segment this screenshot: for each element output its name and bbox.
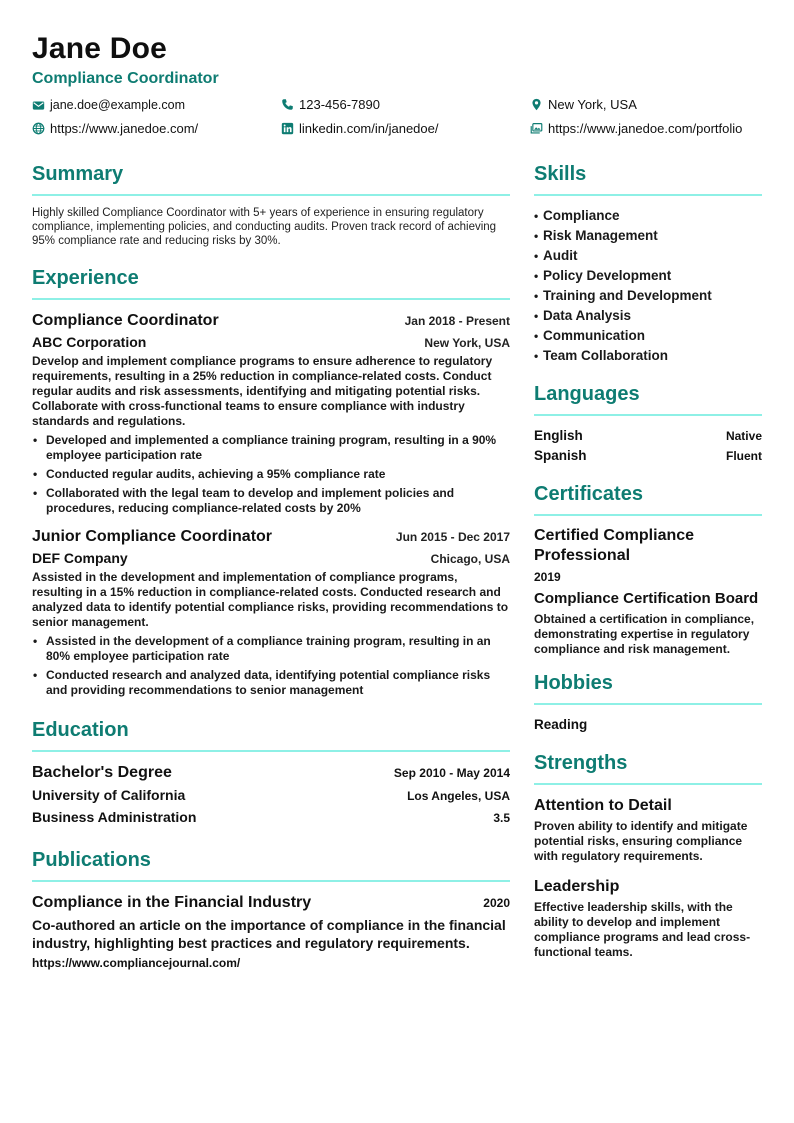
left-column — [32, 160, 510, 970]
language-level: Fluent — [726, 449, 762, 463]
section-divider — [32, 750, 510, 752]
strength-title: Leadership — [534, 878, 620, 895]
achievement-item: • Assisted in the development of a compliance training program, resulting in an 80% employee participation rate — [46, 634, 510, 664]
achievement-item: • Conducted research and analyzed data, identifying potential compliance risks and providing recommendations to senior management — [46, 668, 510, 698]
skill-item: • Risk Management — [543, 226, 762, 246]
publications-heading: Publications — [32, 849, 151, 871]
skill-item: • Data Analysis — [543, 306, 762, 326]
strength-description: Proven ability to identify and mitigate potential risks, ensuring compliance with regulatory requirements. — [534, 819, 748, 863]
strength-title: Attention to Detail — [534, 797, 672, 814]
skill-item: • Policy Development — [543, 266, 762, 286]
summary-text: Highly skilled Compliance Coordinator with 5+ years of experience in ensuring regulatory compliance, implementing policies, and conducting audits. Proven track record of achieving 95% compliance rate and reducing risks by 30%. — [32, 207, 497, 247]
strengths-heading: Strengths — [534, 752, 628, 774]
education-location: Los Angeles, USA — [407, 789, 510, 803]
job-entry — [32, 310, 510, 516]
job-entry — [32, 526, 510, 698]
candidate-name: Jane Doe — [32, 32, 167, 65]
contact-website[interactable] — [32, 121, 198, 136]
contact-linkedin[interactable] — [281, 121, 438, 136]
website-text: https://www.janedoe.com/ — [50, 121, 199, 136]
publication-year: 2020 — [483, 896, 510, 910]
certificate-issuer: Compliance Certification Board — [534, 590, 759, 607]
language-name: English — [534, 428, 583, 443]
location-text: New York, USA — [548, 97, 637, 112]
skill-item: • Team Collaboration — [543, 346, 762, 366]
section-divider — [534, 194, 762, 196]
achievement-item: • Collaborated with the legal team to develop and implement policies and procedures, reducing compliance-related costs by 20% — [46, 486, 510, 516]
portfolio-text: https://www.janedoe.com/portfolio — [548, 121, 743, 136]
job-achievements — [32, 634, 510, 698]
publications-section — [32, 846, 510, 970]
section-divider — [534, 703, 762, 705]
email-icon — [32, 99, 45, 112]
email-text: jane.doe@example.com — [50, 98, 185, 112]
strengths-section — [534, 749, 762, 960]
language-row — [534, 446, 762, 466]
linkedin-icon — [281, 122, 294, 135]
language-row — [534, 426, 762, 446]
summary-section — [32, 160, 510, 248]
skill-item: • Communication — [543, 326, 762, 346]
summary-heading: Summary — [32, 163, 124, 185]
section-divider — [32, 298, 510, 300]
right-column — [534, 160, 762, 972]
skill-item: • Audit — [543, 246, 762, 266]
languages-heading: Languages — [534, 383, 640, 405]
achievement-item: • Developed and implemented a compliance training program, resulting in a 90% employee participation rate — [46, 433, 510, 463]
job-title: Junior Compliance Coordinator — [32, 528, 273, 545]
job-description: Develop and implement compliance programs to ensure adherence to regulatory requirements, resulting in a 25% reduction in compliance-related costs. Conduct regular audits and risk assessments, identifying and mitigating potential risks. Collaborate with cross-functional teams to ensure compliance with industry standards and regulations. — [32, 354, 493, 428]
certificates-heading: Certificates — [534, 483, 643, 505]
experience-section — [32, 264, 510, 698]
section-divider — [32, 194, 510, 196]
phone-icon — [281, 98, 294, 111]
skills-list — [534, 206, 762, 366]
language-level: Native — [725, 429, 762, 443]
certificates-section — [534, 480, 762, 657]
education-gpa: 3.5 — [493, 811, 510, 825]
publication-link[interactable]: https://www.compliancejournal.com/ — [32, 956, 241, 970]
achievement-item: • Conducted regular audits, achieving a 95% compliance rate — [46, 467, 510, 482]
job-company: ABC Corporation — [32, 334, 147, 350]
job-description: Assisted in the development and implementation of compliance programs, resulting in a 15% reduction in compliance-related costs. Conducted research and analyzed data to identify potential compliance risks, providing recommendations to senior management. — [32, 570, 509, 629]
publication-description: Co-authored an article on the importance of compliance in the financial industry, highlighting best practices and regulatory requirements. — [32, 917, 506, 951]
candidate-title: Compliance Coordinator — [32, 70, 219, 87]
education-degree: Bachelor's Degree — [32, 764, 172, 781]
job-location: New York, USA — [424, 336, 510, 350]
skills-section — [534, 160, 762, 366]
language-name: Spanish — [534, 448, 587, 463]
job-achievements — [32, 433, 510, 516]
certificate-name: Certified Compliance Professional — [534, 527, 695, 564]
hobbies-section — [534, 669, 762, 735]
education-date: Sep 2010 - May 2014 — [393, 766, 510, 780]
contact-phone[interactable] — [281, 97, 380, 112]
certificate-year: 2019 — [534, 570, 561, 584]
publication-title: Compliance in the Financial Industry — [32, 894, 312, 911]
globe-icon — [32, 122, 45, 135]
phone-text: 123-456-7890 — [299, 97, 380, 112]
contact-portfolio[interactable] — [530, 121, 742, 136]
skill-item: • Compliance — [543, 206, 762, 226]
location-pin-icon — [530, 98, 543, 111]
contact-location — [530, 97, 637, 112]
hobby-item: Reading — [534, 717, 588, 732]
job-date: Jan 2018 - Present — [404, 314, 510, 328]
strength-description: Effective leadership skills, with the ability to develop and implement compliance programs and lead cross-functional teams. — [534, 900, 751, 959]
job-location: Chicago, USA — [430, 552, 510, 566]
section-divider — [32, 880, 510, 882]
section-divider — [534, 514, 762, 516]
skills-heading: Skills — [534, 163, 587, 185]
job-title: Compliance Coordinator — [32, 312, 219, 329]
section-divider — [534, 783, 762, 785]
education-heading: Education — [32, 719, 129, 741]
hobbies-heading: Hobbies — [534, 672, 613, 694]
section-divider — [534, 414, 762, 416]
experience-heading: Experience — [32, 267, 139, 289]
job-date: Jun 2015 - Dec 2017 — [395, 530, 510, 544]
languages-section — [534, 380, 762, 466]
certificate-description: Obtained a certification in compliance, demonstrating expertise in regulatory compliance and risk management. — [534, 612, 755, 656]
portfolio-image-icon — [530, 122, 543, 135]
job-company: DEF Company — [32, 550, 128, 566]
linkedin-text: linkedin.com/in/janedoe/ — [299, 121, 439, 136]
education-university: University of California — [32, 787, 186, 803]
education-section — [32, 716, 510, 828]
skill-item: • Training and Development — [543, 286, 762, 306]
education-field: Business Administration — [32, 809, 197, 825]
contact-email[interactable] — [32, 98, 185, 112]
